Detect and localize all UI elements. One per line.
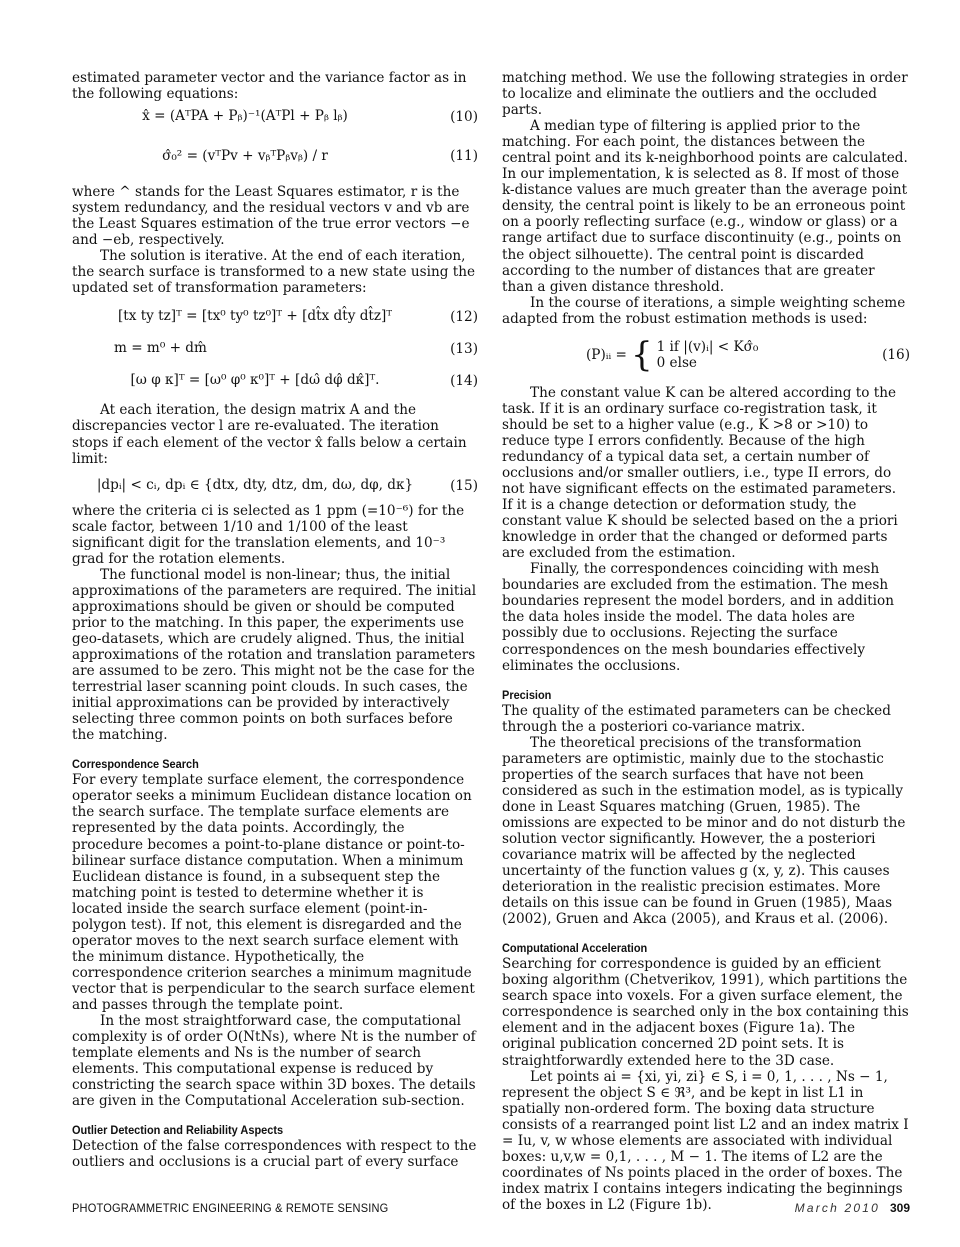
brace-icon: { (630, 334, 653, 375)
paragraph: For every template surface element, the correspondence operator seeks a minimum Euclidean distance location on the search surface. The template surface elements are represented by the data points. Accordingly, the procedure becomes a point-to-plane distance or point-to-bilinear surface distance computation. When a minimum Euclidean distance is found, in a subsequent step the matching point is tested to determine whether it is located inside the search surface element (point-in-polygon test). If not, this element is disregarded and the operator moves to the next search surface element with the minimum distance. Hypothetically, the correspondence criterion searches a minimum magnitude vector that is perpendicular to the search surface element and passes through the template point. (72, 772, 475, 1013)
equation-case: 0 else (656, 354, 697, 371)
paragraph: Finally, the correspondences coinciding with mesh boundaries are excluded from the estimation. The mesh boundaries represent the model borders, and in addition the data holes inside the model. The data holes are possibly due to occlusions. Rejecting the surface correspondences on the mesh boundaries effectively eliminates the occlusions. (502, 561, 894, 674)
paragraph: matching method. We use the following strategies in order to localize and eliminate the outliers and the occluded parts. (502, 70, 908, 119)
equation-number: (15) (450, 477, 478, 494)
equation-14 (72, 372, 478, 390)
equation-number: (10) (450, 109, 478, 126)
paragraph: Searching for correspondence is guided by an efficient boxing algorithm (Chetverikov, 1991), which partitions the search space into voxels. For a given surface element, the correspondence is searched only in the box containing this element and in the adjacent boxes (Figure 1a). The original publication concerned 2D point sets. It is straightforwardly extended here to the 3D case. (502, 956, 909, 1069)
equation-body (586, 335, 758, 375)
paragraph: The solution is iterative. At the end of each iteration, the search surface is transformed to a new state using the updated set of transformation parameters: (72, 248, 475, 297)
left-column (72, 70, 478, 1170)
paragraph: Let points ai = {xi, yi, zi} ∈ S, i = 0, 1, . . . , Ns − 1, represent the object S ∈ ℜ³, and be kept in list L1 in spatially non-ordered form. The boxing data structure consists of a rearranged point list L2 and an index matrix I = Iu, v, w whose elements are associated with individual boxes: u,v,w = 0,1, . . . , M − 1. The items of L2 are the coordinates of Ns points placed in the order of boxes. The index matrix I contains integers indicating the beginnings of the boxes in L2 (Figure 1b). (502, 1068, 909, 1213)
equation-body: m = m⁰ + dm̂ (114, 340, 207, 357)
equation-12 (72, 308, 478, 326)
paragraph: The constant value K can be altered according to the task. If it is an ordinary surface co-registration task, it should be set to a higher value (e.g., K >8 or >10) to reduce type I errors confidently. Because of the high redundancy of a typical data set, a certain number of occlusions and/or smaller outliers, i.e., type II errors, do not have significant effects on the estimated parameters. If it is a change detection or deformation study, the constant value K should be selected based on the a priori knowledge in order that the changed or deformed parts are excluded from the estimation. (502, 384, 898, 562)
paragraph: A median type of filtering is applied prior to the matching. For each point, the distances between the central point and its k-neighborhood points are calculated. In our implementation, k is selected as 8. If most of those k-distance values are much greater than the average point density, the central point is likely to be an erroneous point on a poorly reflecting surface (e.g., window or glass) or a range artifact due to surface discontinuity (e.g., points on the object silhouette). The central point is discarded according to the number of distances that are greater than a given distance threshold. (502, 118, 908, 295)
equation-16 (502, 335, 910, 375)
equation-number: (16) (882, 346, 910, 363)
equation-number: (11) (450, 148, 478, 165)
section-heading: Computational Acceleration (502, 941, 648, 956)
journal-name: PHOTOGRAMMETRIC ENGINEERING & REMOTE SENSING (72, 1201, 389, 1215)
equation-body: [ω φ κ]ᵀ = [ω⁰ φ⁰ κ⁰]ᵀ + [dω̂ dφ̂ dκ̂]ᵀ. (130, 372, 380, 389)
paragraph: where ^ stands for the Least Squares estimator, r is the system redundancy, and the residual vectors v and vb are the Least Squares estimation of the true error vectors −e and −eb, respectively. (72, 184, 470, 249)
paragraph: estimated parameter vector and the variance factor as in the following equations: (72, 70, 467, 103)
page-number: 309 (889, 1201, 910, 1215)
equation-lhs: (P)ᵢᵢ = (586, 346, 627, 363)
equation-body: [tx ty tz]ᵀ = [tx⁰ ty⁰ tz⁰]ᵀ + [dt̂x dt̂y dt̂z]ᵀ (117, 308, 393, 325)
paragraph: At each iteration, the design matrix A and the discrepancies vector l are re-evaluated. The iteration stops if each element of the vector x̂ falls below a certain limit: (72, 402, 467, 467)
equation-body: x̂ = (AᵀPA + Pᵦ)⁻¹(AᵀPl + Pᵦ lᵦ) (142, 108, 348, 125)
paragraph: The functional model is non-linear; thus, the initial approximations of the parameters are required. The initial approximations should be given or should be computed prior to the matching. In this paper, the experiments use geo-datasets, which are crudely aligned. Thus, the initial approximations of the rotation and translation parameters are assumed to be zero. This might not be the case for the terrestrial laser scanning point clouds. In such cases, the initial approximations can be provided by interactively selecting three common points on both surfaces before the matching. (72, 566, 477, 744)
equation-body: |dpᵢ| < cᵢ, dpᵢ ∈ {dtx, dty, dtz, dm, dω, dφ, dκ} (96, 476, 414, 493)
paragraph: In the most straightforward case, the computational complexity is of order O(NtNs), where Nt is the number of template elements and Ns is the number of search elements. This computational expense is reduced by constricting the search space within 3D boxes. The details are given in the Computational Acceleration sub-section. (72, 1013, 476, 1110)
equation-cases (657, 339, 759, 371)
section-heading: Correspondence Search (72, 757, 199, 772)
equation-number: (12) (450, 309, 478, 326)
paragraph: The theoretical precisions of the transformation parameters are optimistic, mainly due to the stochastic properties of the search surfaces that have not been considered as such in the estimation model, as is typically done in Least Squares matching (Gruen, 1985). The omissions are expected to be minor and do not disturb the solution vector significantly. However, the a posteriori covariance matrix will be affected by the neglected uncertainty of the function values g (x, y, z). This causes deterioration in the realistic precision estimates. More details on this issue can be found in Gruen (1985), Maas (2002), Gruen and Akca (2005), and Kraus et al. (2006). (502, 734, 906, 928)
equation-13 (72, 340, 478, 358)
paragraph: Detection of the false correspondences with respect to the outliers and occlusions is a crucial part of every surface (72, 1138, 477, 1171)
equation-15 (72, 477, 478, 495)
equation-case: 1 if |(v)ᵢ| < Kσ̂₀ (656, 338, 759, 355)
paragraph: In the course of iterations, a simple weighting scheme adapted from the robust estimation methods is used: (502, 294, 906, 327)
equation-10 (72, 108, 478, 126)
equation-11 (72, 138, 478, 174)
paragraph: The quality of the estimated parameters can be checked through the a posteriori co-variance matrix. (502, 702, 891, 735)
equation-number: (14) (450, 373, 478, 390)
issue-date: March 2010 (794, 1201, 880, 1215)
section-heading: Outlier Detection and Reliability Aspects (72, 1123, 284, 1138)
equation-body: σ̂₀² = (vᵀPv + vᵦᵀPᵦvᵦ) / r (162, 148, 328, 165)
equation-number: (13) (450, 341, 478, 358)
section-heading: Precision (502, 687, 552, 702)
right-column (502, 70, 910, 1213)
paragraph: where the criteria ci is selected as 1 ppm (=10⁻⁶) for the scale factor, between 1/10 and 1/100 of the least significant digit for the translation elements, and 10⁻³ grad for the rotation elements. (72, 502, 465, 567)
